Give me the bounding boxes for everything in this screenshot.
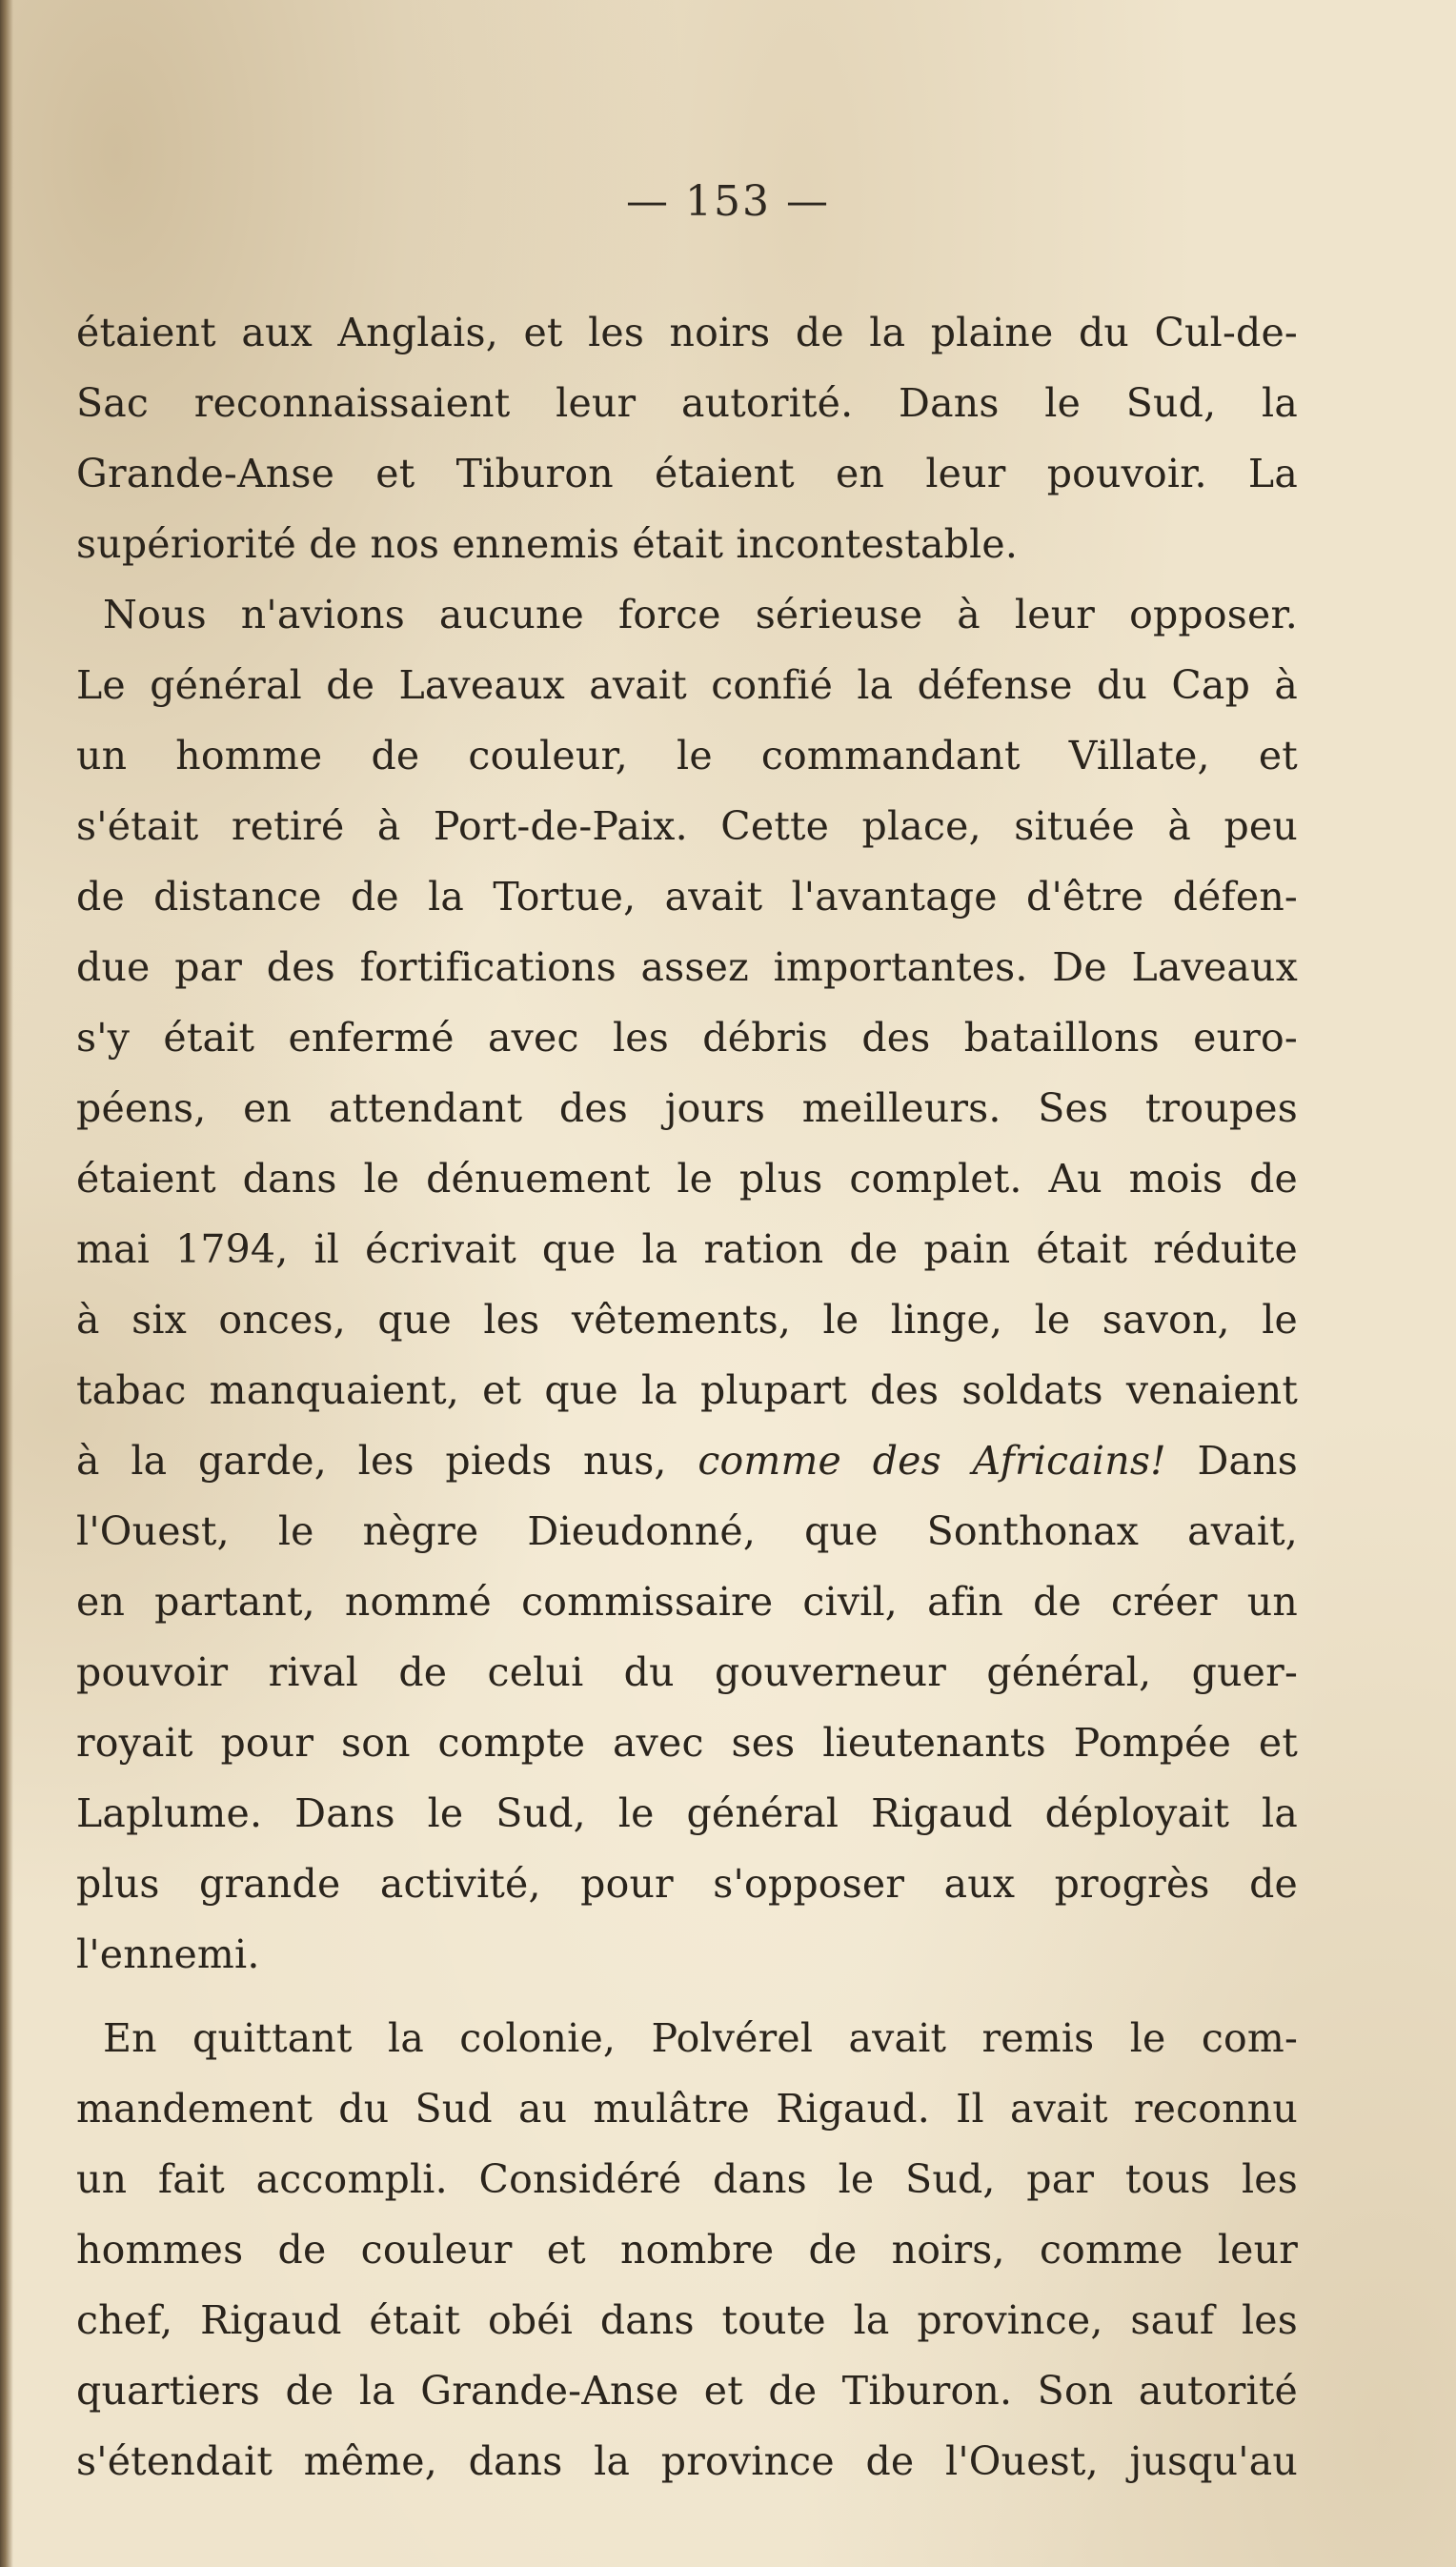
text-line: en partant, nommé commissaire civil, afin de créer un <box>76 1579 1298 1625</box>
text-line: mandement du Sud au mulâtre Rigaud. Il avait reconnu <box>76 2086 1298 2132</box>
text-line: pouvoir rival de celui du gouverneur général, guer- <box>76 1649 1298 1695</box>
text-line: plus grande activité, pour s'opposer aux progrès de <box>76 1861 1298 1907</box>
text-line: l'ennemi. <box>76 1931 260 1977</box>
text-line: péens, en attendant des jours meilleurs. Ses troupes <box>76 1085 1298 1131</box>
text-line: un homme de couleur, le commandant Villate, et <box>76 733 1298 778</box>
body-text <box>76 297 1298 2496</box>
text-line: tabac manquaient, et que la plupart des soldats venaient <box>76 1367 1298 1413</box>
text-line: de distance de la Tortue, avait l'avantage d'être défen- <box>76 874 1298 920</box>
text-line-with-italic <box>76 1425 1298 1496</box>
text-line: l'Ouest, le nègre Dieudonné, que Sonthonax avait, <box>76 1508 1298 1554</box>
text-line: Grande-Anse et Tiburon étaient en leur pouvoir. La <box>76 451 1298 496</box>
text-line: étaient aux Anglais, et les noirs de la plaine du Cul-de- <box>76 310 1298 355</box>
page-binding-edge <box>0 0 13 2567</box>
text-line: Nous n'avions aucune force sérieuse à leur opposer. <box>103 592 1298 637</box>
text-line: à six onces, que les vêtements, le linge, le savon, le <box>76 1297 1298 1343</box>
text-line: En quittant la colonie, Polvérel avait remis le com- <box>103 2015 1298 2061</box>
text-line: quartiers de la Grande-Anse et de Tiburon. Son autorité <box>76 2368 1298 2414</box>
text-line: s'était retiré à Port-de-Paix. Cette place, située à peu <box>76 803 1298 849</box>
italic-phrase: comme des Africains! <box>698 1438 1166 1484</box>
text-line: royait pour son compte avec ses lieutenants Pompée et <box>76 1720 1298 1766</box>
text-line: s'y était enfermé avec les débris des bataillons euro- <box>76 1015 1298 1061</box>
text-line: Le général de Laveaux avait confié la défense du Cap à <box>76 662 1298 708</box>
text-line: un fait accompli. Considéré dans le Sud, par tous les <box>76 2156 1298 2202</box>
page-number: — 153 — <box>626 177 830 226</box>
text-line: chef, Rigaud était obéi dans toute la province, sauf les <box>76 2297 1298 2343</box>
text-line: due par des fortifications assez importantes. De Laveaux <box>76 944 1298 990</box>
text-fragment: Dans <box>1197 1438 1298 1484</box>
text-line: hommes de couleur et nombre de noirs, comme leur <box>76 2227 1298 2273</box>
text-line: supériorité de nos ennemis était incontestable. <box>76 521 1019 567</box>
text-line: étaient dans le dénuement le plus complet. Au mois de <box>76 1156 1298 1202</box>
text-line: s'étendait même, dans la province de l'Ouest, jusqu'au <box>76 2438 1298 2484</box>
paragraph-spacing <box>76 1990 1298 2003</box>
text-line: mai 1794, il écrivait que la ration de pain était réduite <box>76 1226 1298 1272</box>
paragraph-3 <box>76 2003 1298 2496</box>
paragraph-1 <box>76 297 1298 579</box>
paragraph-2 <box>76 579 1298 1990</box>
text-fragment: à la garde, les pieds nus, <box>76 1438 667 1484</box>
text-line: Sac reconnaissaient leur autorité. Dans le Sud, la <box>76 380 1298 426</box>
text-line: Laplume. Dans le Sud, le général Rigaud déployait la <box>76 1790 1298 1836</box>
